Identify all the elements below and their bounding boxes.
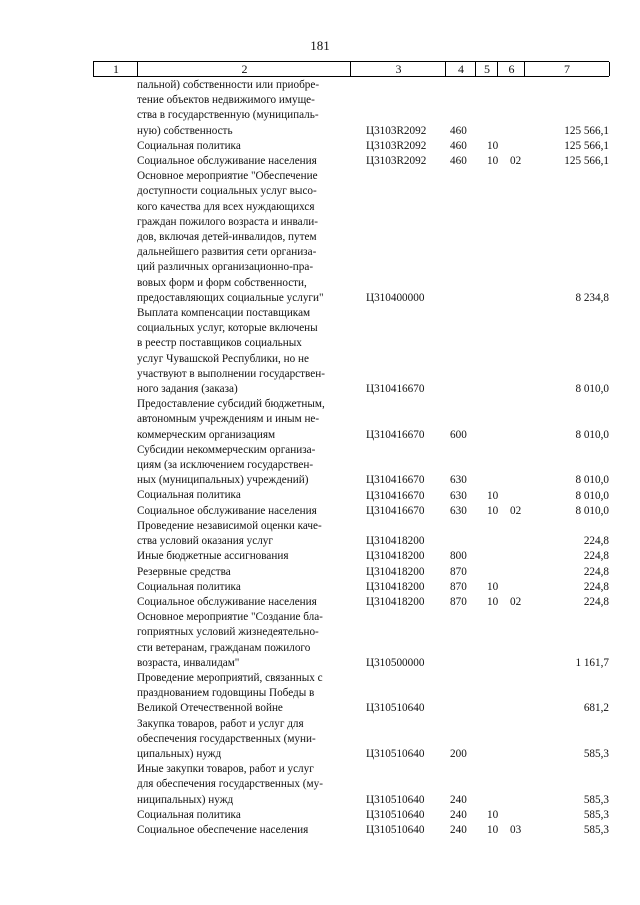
row-code: Ц310416670 (366, 474, 425, 487)
row-code: Ц310510640 (366, 808, 425, 821)
row-name-line: ную) собственность (137, 124, 233, 137)
row-name-line: Субсидии некоммерческим организа- (137, 443, 316, 456)
row-sum: 224,8 (583, 550, 609, 563)
row-name-line: ных (муниципальных) учреждений) (137, 474, 309, 487)
row-name-line: Социальная политика (137, 489, 241, 502)
row-col-4: 240 (450, 808, 467, 821)
row-sum: 585,3 (583, 808, 609, 821)
row-name-line: кого качества для всех нуждающихся (137, 200, 315, 213)
row-sum: 8 234,8 (575, 291, 609, 304)
row-name-line: Закупка товаров, работ и услуг для (137, 717, 304, 730)
row-name (137, 823, 357, 838)
header-col-2: 2 (137, 62, 351, 76)
row-name-line: ниципальных) нужд (137, 793, 234, 806)
row-code: Ц310418200 (366, 595, 425, 608)
row-name-line: Основное мероприятие "Обеспечение (137, 170, 318, 183)
row-col-6: 02 (510, 595, 522, 608)
table-header (93, 61, 609, 77)
table-row (0, 504, 640, 519)
row-name-line: Социальное обеспечение населения (137, 823, 309, 836)
header-col-3: 3 (350, 62, 446, 76)
row-name-line: ципальных) нужд (137, 747, 222, 760)
row-col-4: 870 (450, 565, 467, 578)
table-row (0, 610, 640, 671)
row-name-line: Иные бюджетные ассигнования (137, 550, 289, 563)
row-name-line: Социальное обслуживание населения (137, 155, 317, 168)
row-code: Ц310510640 (366, 823, 425, 836)
row-code: Ц310510640 (366, 747, 425, 760)
table-row (0, 717, 640, 763)
row-name (137, 504, 357, 519)
table-row (0, 762, 640, 808)
row-col-4: 630 (450, 489, 467, 502)
table-row (0, 443, 640, 489)
row-name (137, 154, 357, 169)
table-row (0, 306, 640, 397)
row-code: Ц310416670 (366, 383, 425, 396)
row-name (137, 565, 357, 580)
row-code: Ц310416670 (366, 428, 425, 441)
row-name (137, 443, 357, 489)
row-name-line: Социальная политика (137, 808, 241, 821)
row-name-line: для обеспечения государственных (му- (137, 778, 323, 791)
row-name-line: ства в государственную (муниципаль- (137, 109, 319, 122)
row-col-5: 10 (487, 139, 499, 152)
row-name-line: Социальное обслуживание населения (137, 504, 317, 517)
row-name-line: Социальное обслуживание населения (137, 595, 317, 608)
row-name-line: тение объектов недвижимого имуще- (137, 94, 315, 107)
row-col-6: 02 (510, 155, 522, 168)
row-name (137, 610, 357, 671)
row-col-4: 630 (450, 504, 467, 517)
row-col-4: 460 (450, 155, 467, 168)
row-sum: 8 010,0 (575, 428, 609, 441)
row-col-4: 630 (450, 474, 467, 487)
row-code: Ц310510640 (366, 702, 425, 715)
row-code: Ц310418200 (366, 565, 425, 578)
table-row (0, 580, 640, 595)
table-row (0, 169, 640, 306)
row-name (137, 169, 357, 306)
row-name-line: Социальная политика (137, 139, 241, 152)
row-sum: 8 010,0 (575, 504, 609, 517)
row-name (137, 519, 357, 549)
row-name-line: коммерческим организациям (137, 428, 276, 441)
row-name-line: граждан пожилого возраста и инвали- (137, 215, 318, 228)
header-col-1: 1 (93, 62, 138, 76)
table-row (0, 397, 640, 443)
row-name (137, 306, 357, 397)
row-name-line: Резервные средства (137, 565, 231, 578)
row-name-line: доступности социальных услуг высо- (137, 185, 317, 198)
row-code: Ц310400000 (366, 291, 425, 304)
row-sum: 224,8 (583, 595, 609, 608)
row-name-line: автономным учреждениям и иным не- (137, 413, 320, 426)
row-sum: 125 566,1 (564, 124, 609, 137)
table-row (0, 671, 640, 717)
row-name-line: Проведение независимой оценки каче- (137, 519, 322, 532)
row-col-4: 800 (450, 550, 467, 563)
row-name-line: празднованием годовщины Победы в (137, 687, 315, 700)
table-body (0, 78, 640, 838)
row-col-5: 10 (487, 823, 499, 836)
row-col-4: 600 (450, 428, 467, 441)
table-row (0, 519, 640, 549)
row-col-5: 10 (487, 595, 499, 608)
row-sum: 8 010,0 (575, 383, 609, 396)
row-name (137, 808, 357, 823)
row-name-line: Проведение мероприятий, связанных с (137, 671, 323, 684)
table-row (0, 488, 640, 503)
row-col-5: 10 (487, 155, 499, 168)
row-name-line: вовых форм и форм собственности, (137, 276, 307, 289)
row-sum: 681,2 (583, 702, 609, 715)
row-name (137, 397, 357, 443)
row-name-line: пальной) собственности или приобре- (137, 79, 320, 91)
row-code: Ц3103R2092 (366, 155, 427, 168)
row-sum: 224,8 (583, 580, 609, 593)
row-name (137, 595, 357, 610)
row-col-5: 10 (487, 489, 499, 502)
row-sum: 125 566,1 (564, 155, 609, 168)
row-name-line: Социальная политика (137, 580, 241, 593)
row-col-5: 10 (487, 580, 499, 593)
row-sum: 8 010,0 (575, 474, 609, 487)
header-col-4: 4 (445, 62, 476, 76)
row-name-line: гоприятных условий жизнедеятельно- (137, 626, 319, 639)
table-row (0, 808, 640, 823)
row-sum: 125 566,1 (564, 139, 609, 152)
row-col-4: 460 (450, 139, 467, 152)
table-row (0, 565, 640, 580)
row-name-line: Иные закупки товаров, работ и услуг (137, 763, 314, 776)
row-name-line: предоставляющих социальные услуги" (137, 291, 324, 304)
row-code: Ц3103R2092 (366, 139, 427, 152)
row-col-4: 460 (450, 124, 467, 137)
row-col-4: 240 (450, 793, 467, 806)
table-row (0, 823, 640, 838)
table-row (0, 139, 640, 154)
row-name-line: Великой Отечественной войне (137, 702, 283, 715)
table-row (0, 549, 640, 564)
row-code: Ц3103R2092 (366, 124, 427, 137)
row-code: Ц310500000 (366, 656, 425, 669)
row-code: Ц310418200 (366, 535, 425, 548)
row-code: Ц310416670 (366, 489, 425, 502)
row-code: Ц310416670 (366, 504, 425, 517)
header-col-5: 5 (475, 62, 498, 76)
header-col-7: 7 (524, 62, 610, 76)
row-sum: 585,3 (583, 793, 609, 806)
row-name (137, 549, 357, 564)
table-row (0, 154, 640, 169)
row-name (137, 139, 357, 154)
row-name-line: циям (за исключением государствен- (137, 459, 314, 472)
row-name (137, 78, 357, 139)
row-col-4: 870 (450, 580, 467, 593)
row-sum: 224,8 (583, 535, 609, 548)
row-name-line: социальных услуг, которые включены (137, 322, 318, 335)
table-row (0, 78, 640, 139)
row-name-line: Выплата компенсации поставщикам (137, 307, 311, 320)
row-code: Ц310510640 (366, 793, 425, 806)
row-name-line: Предоставление субсидий бюджетным, (137, 398, 325, 411)
row-name-line: ства условий оказания услуг (137, 535, 273, 548)
row-sum: 8 010,0 (575, 489, 609, 502)
row-col-5: 10 (487, 504, 499, 517)
row-sum: 585,3 (583, 747, 609, 760)
table-row (0, 595, 640, 610)
row-sum: 224,8 (583, 565, 609, 578)
row-name-line: сти ветеранам, гражданам пожилого (137, 641, 311, 654)
row-col-6: 03 (510, 823, 522, 836)
row-name (137, 580, 357, 595)
row-name (137, 717, 357, 763)
row-name-line: участвуют в выполнении государствен- (137, 367, 325, 380)
row-name (137, 488, 357, 503)
row-name (137, 671, 357, 717)
row-name-line: ного задания (заказа) (137, 383, 238, 396)
row-sum: 585,3 (583, 823, 609, 836)
header-col-6: 6 (497, 62, 525, 76)
row-code: Ц310418200 (366, 550, 425, 563)
row-code: Ц310418200 (366, 580, 425, 593)
row-name-line: обеспечения государственных (муни- (137, 732, 316, 745)
row-col-4: 240 (450, 823, 467, 836)
row-sum: 1 161,7 (575, 656, 609, 669)
row-name-line: возраста, инвалидам" (137, 656, 240, 669)
row-col-5: 10 (487, 808, 499, 821)
page-number: 181 (310, 38, 330, 53)
row-name (137, 762, 357, 808)
row-col-4: 200 (450, 747, 467, 760)
row-col-6: 02 (510, 504, 522, 517)
row-col-4: 870 (450, 595, 467, 608)
row-name-line: Основное мероприятие "Создание бла- (137, 611, 323, 624)
row-name-line: в реестр поставщиков социальных (137, 337, 302, 350)
row-name-line: ций различных организационно-пра- (137, 261, 314, 274)
row-name-line: услуг Чувашской Республики, но не (137, 352, 309, 365)
row-name-line: дальнейшего развития сети организа- (137, 246, 317, 259)
row-name-line: дов, включая детей-инвалидов, путем (137, 231, 317, 244)
